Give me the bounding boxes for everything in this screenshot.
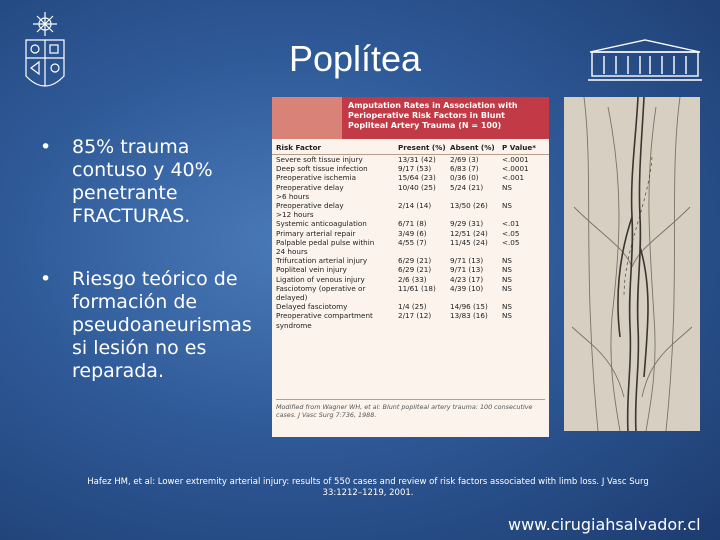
popliteal-anatomy-sketch	[564, 97, 700, 431]
table-cell-absent: 13/83 (16)	[450, 311, 488, 321]
slide-title: Poplítea	[288, 38, 422, 79]
table-row	[272, 229, 549, 238]
table-cell-p: <.05	[502, 237, 520, 247]
table-cell-p: <.05	[502, 228, 520, 238]
table-title: Amputation Rates in Association with Perioperative Risk Factors in Blunt Popliteal Artery Trauma (N = 100)	[342, 97, 549, 139]
table-cell-present: 2/14 (14)	[398, 201, 432, 211]
table-cell-absent: 5/24 (21)	[450, 182, 484, 192]
table-cell-absent: 4/23 (17)	[450, 274, 484, 284]
table-cell-absent: 6/83 (7)	[450, 164, 479, 174]
reference-citation: Hafez HM, et al: Lower extremity arterial injury: results of 550 cases and review of risk factors associated with limb loss. J Vasc Surg 33:1212–1219, 2001.	[87, 477, 649, 498]
table-row	[272, 275, 549, 284]
table-row	[272, 164, 549, 173]
table-cell-factor: Ligation of venous injury	[276, 274, 365, 284]
table-cell-absent: 4/39 (10)	[450, 283, 484, 293]
table-cell-p: <.0001	[502, 155, 529, 164]
table-cell-absent: 9/29 (31)	[450, 219, 484, 229]
table-header-band	[272, 97, 549, 139]
table-cell-factor: Primary arterial repair	[276, 228, 356, 238]
table-cell-p: <.01	[502, 219, 520, 229]
table-body	[272, 155, 549, 330]
table-row	[272, 265, 549, 274]
table-row	[272, 183, 549, 201]
table-cell-present: 6/29 (21)	[398, 256, 432, 266]
table-cell-present: 2/17 (12)	[398, 311, 432, 321]
table-cell-absent: 9/71 (13)	[450, 265, 484, 275]
table-column-headers	[272, 139, 549, 155]
bullet-list	[40, 136, 270, 423]
table-cell-factor: Preoperative delay >12 hours	[276, 201, 344, 220]
table-cell-factor: Preoperative ischemia	[276, 173, 357, 183]
table-cell-factor: Severe soft tissue injury	[276, 155, 363, 164]
table-footnote: Modified from Wagner WH, et al: Blunt popliteal artery trauma: 100 consecutive cases. J Vasc Surg 7:736, 1988.	[276, 399, 545, 419]
table-cell-absent: 2/69 (3)	[450, 155, 479, 164]
table-cell-present: 10/40 (25)	[398, 182, 436, 192]
table-cell-p: NS	[502, 256, 512, 266]
table-cell-absent: 12/51 (24)	[450, 228, 488, 238]
table-row	[272, 155, 549, 164]
amputation-rates-table	[272, 97, 549, 437]
table-cell-factor: Fasciotomy (operative or delayed)	[276, 283, 366, 303]
table-cell-factor: Popliteal vein injury	[276, 265, 347, 275]
table-cell-p: NS	[502, 302, 512, 312]
table-row	[272, 201, 549, 219]
table-header-accent	[272, 97, 342, 139]
table-cell-factor: Deep soft tissue infection	[276, 164, 368, 174]
table-cell-present: 6/29 (21)	[398, 265, 432, 275]
table-cell-factor: Delayed fasciotomy	[276, 302, 348, 312]
table-row	[272, 173, 549, 182]
table-cell-p: NS	[502, 274, 512, 284]
table-cell-p: NS	[502, 265, 512, 275]
table-row	[272, 256, 549, 265]
table-cell-p: NS	[502, 283, 512, 293]
bullet-item	[40, 136, 270, 228]
bullet-item	[40, 268, 270, 383]
column-header: Present (%)	[398, 143, 446, 152]
table-cell-factor: Systemic anticoagulation	[276, 219, 367, 229]
table-cell-p: NS	[502, 182, 512, 192]
table-cell-absent: 13/50 (26)	[450, 201, 488, 211]
table-cell-present: 13/31 (42)	[398, 155, 436, 164]
table-cell-p: <.001	[502, 173, 525, 183]
table-cell-present: 11/61 (18)	[398, 283, 436, 293]
table-cell-factor: Palpable pedal pulse within 24 hours	[276, 237, 375, 257]
table-row	[272, 311, 549, 329]
website-url: www.cirugiahsalvador.cl	[508, 515, 701, 534]
bullet-text: 85% trauma contuso y 40% penetrante FRACTURAS.	[72, 136, 213, 227]
table-row	[272, 219, 549, 228]
table-cell-present: 9/17 (53)	[398, 164, 432, 174]
column-header: P Value*	[502, 143, 537, 152]
table-cell-absent: 9/71 (13)	[450, 256, 484, 266]
table-cell-factor: Trifurcation arterial injury	[276, 256, 368, 266]
table-cell-factor: Preoperative delay >6 hours	[276, 182, 344, 201]
table-cell-absent: 11/45 (24)	[450, 237, 488, 247]
table-cell-p: NS	[502, 201, 512, 211]
bullet-text: Riesgo teórico de formación de pseudoaneurismas si lesión no es reparada.	[72, 268, 252, 382]
table-cell-present: 1/4 (25)	[398, 302, 427, 312]
bullet-dot-icon: •	[40, 136, 52, 158]
column-header: Absent (%)	[450, 143, 495, 152]
table-cell-present: 4/55 (7)	[398, 237, 427, 247]
bullet-dot-icon: •	[40, 268, 52, 290]
table-row	[272, 284, 549, 302]
table-cell-present: 2/6 (33)	[398, 274, 427, 284]
column-header: Risk Factor	[276, 143, 322, 152]
table-row	[272, 238, 549, 256]
table-cell-present: 15/64 (23)	[398, 173, 436, 183]
table-cell-present: 3/49 (6)	[398, 228, 427, 238]
table-cell-present: 6/71 (8)	[398, 219, 427, 229]
table-cell-p: <.0001	[502, 164, 529, 174]
table-cell-absent: 0/36 (0)	[450, 173, 479, 183]
table-cell-factor: Preoperative compartment syndrome	[276, 311, 373, 330]
table-row	[272, 302, 549, 311]
table-cell-absent: 14/96 (15)	[450, 302, 488, 312]
table-cell-p: NS	[502, 311, 512, 321]
